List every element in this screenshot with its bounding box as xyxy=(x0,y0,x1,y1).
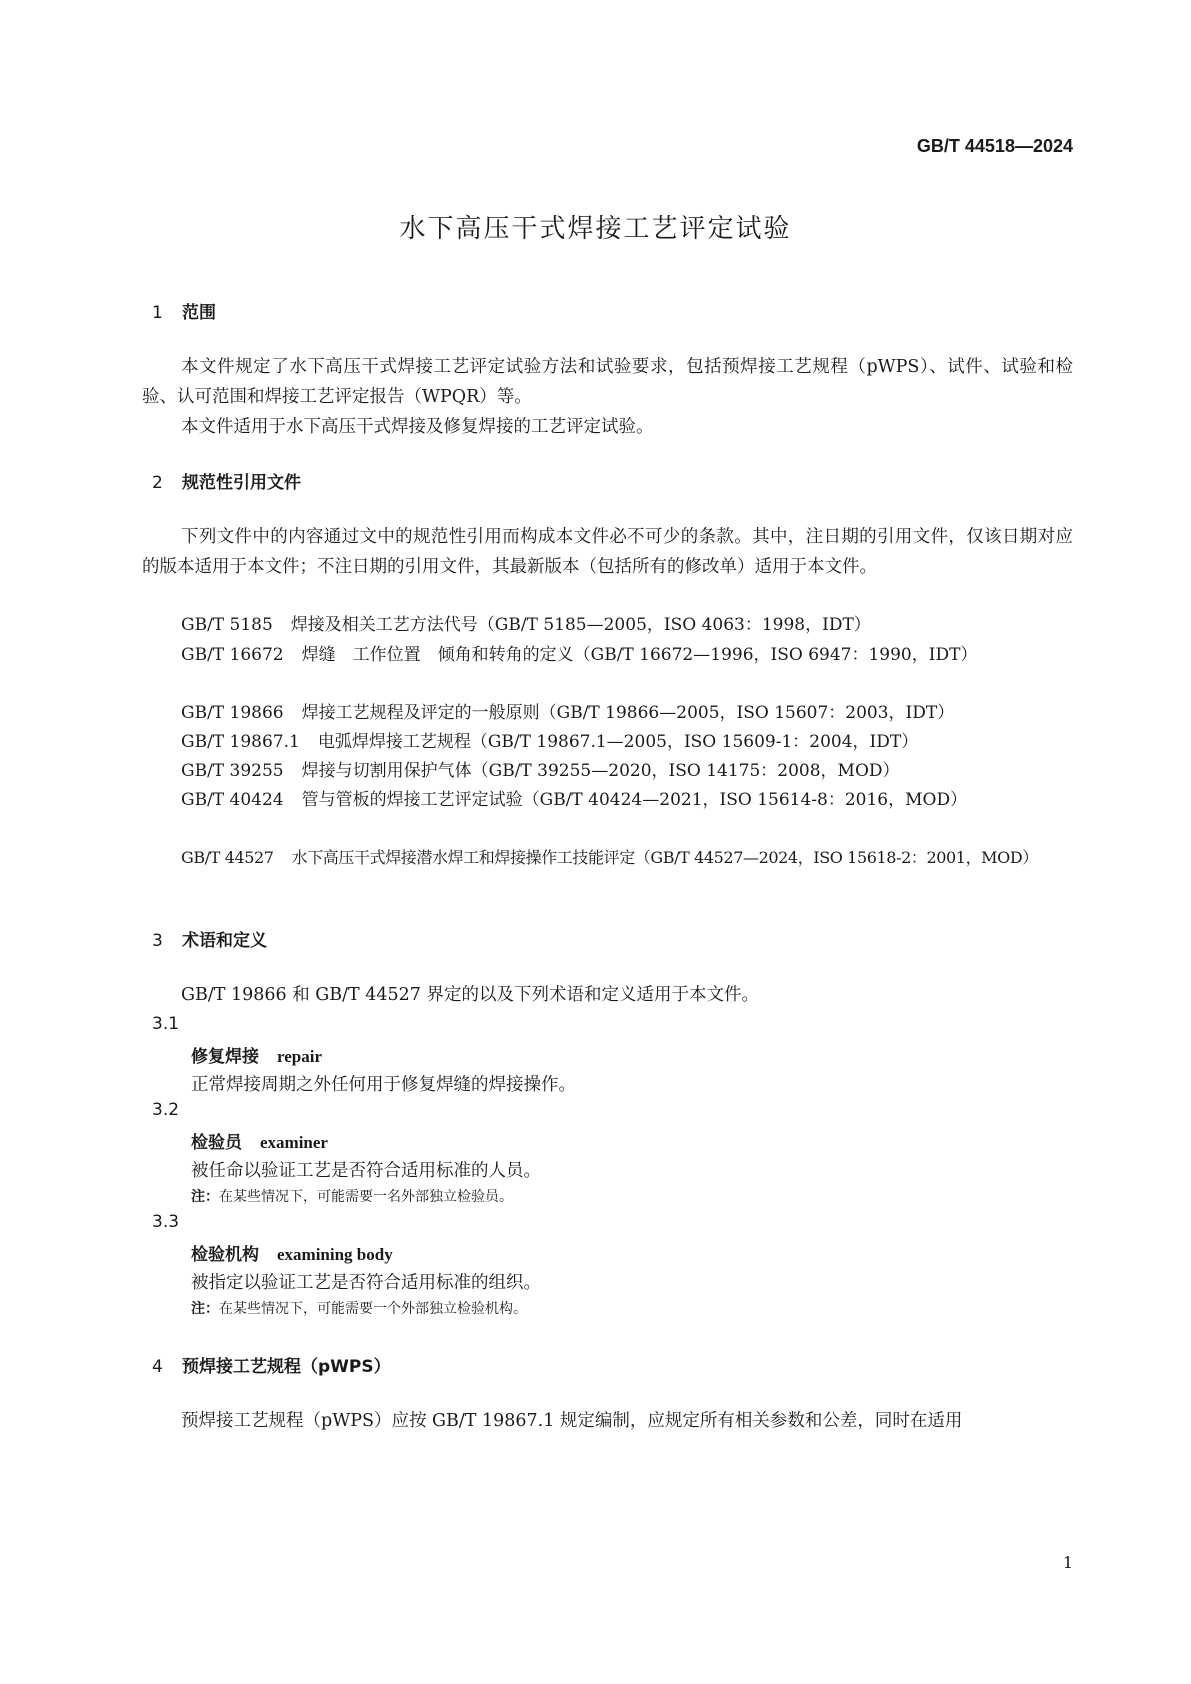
reference-item xyxy=(142,756,1073,786)
term-definition: 被任命以验证工艺是否符合适用标准的人员。 xyxy=(191,1161,541,1181)
term-name-en: examiner xyxy=(260,1133,328,1152)
reference-title: 焊接工艺规程及评定的一般原则（GB/T 19866—2005，ISO 15607：2003，IDT） xyxy=(301,703,955,723)
reference-item xyxy=(142,698,1073,728)
section-2-intro: 下列文件中的内容通过文中的规范性引用而构成本文件必不可少的条款。其中，注日期的引用文件，仅该日期对应的版本适用于本文件；不注日期的引用文件，其最新版本（包括所有的修改单）适用于本文件。 xyxy=(142,527,1073,577)
reference-title: 管与管板的焊接工艺评定试验（GB/T 40424—2021，ISO 15614-8：2016，MOD） xyxy=(301,790,968,810)
section-1-paragraph-1: 本文件规定了水下高压干式焊接工艺评定试验方法和试验要求，包括预焊接工艺规程（pWPS）、试件、试验和检验、认可范围和焊接工艺评定报告（WPQR）等。 xyxy=(142,357,1073,407)
standard-number: GB/T 44518—2024 xyxy=(916,136,1073,156)
term-name xyxy=(191,1240,393,1265)
section-3-intro: GB/T 19866 和 GB/T 44527 界定的以及下列术语和定义适用于本文件。 xyxy=(181,985,759,1005)
term-name-cn: 检验机构 xyxy=(191,1245,259,1265)
reference-title: 焊接与切割用保护气体（GB/T 39255—2020，ISO 14175：2008，MOD） xyxy=(301,761,900,781)
reference-item xyxy=(142,785,1073,815)
reference-code: GB/T 44527 xyxy=(181,848,274,867)
term-note xyxy=(191,1298,527,1318)
section-2-heading xyxy=(152,468,301,493)
section-title: 规范性引用文件 xyxy=(182,473,301,493)
term-name xyxy=(191,1042,322,1067)
section-number: 4 xyxy=(152,1357,163,1377)
term-name-cn: 检验员 xyxy=(191,1133,242,1153)
reference-title: 焊接及相关工艺方法代号（GB/T 5185—2005，ISO 4063：1998，IDT） xyxy=(290,615,871,635)
section-number: 2 xyxy=(152,473,163,493)
reference-code: GB/T 19867.1 xyxy=(181,732,300,752)
section-title: 范围 xyxy=(182,303,216,323)
reference-code: GB/T 16672 xyxy=(181,645,284,665)
reference-item xyxy=(142,640,1073,670)
term-name xyxy=(191,1128,328,1153)
note-text: 在某些情况下，可能需要一个外部独立检验机构。 xyxy=(219,1301,527,1317)
section-3-heading xyxy=(152,926,267,951)
reference-code: GB/T 40424 xyxy=(181,790,284,810)
section-1-heading xyxy=(152,298,216,323)
term-definition: 正常焊接周期之外任何用于修复焊缝的焊接操作。 xyxy=(191,1075,576,1095)
term-note xyxy=(191,1186,513,1206)
note-text: 在某些情况下，可能需要一名外部独立检验员。 xyxy=(219,1189,513,1205)
section-4-paragraph-1: 预焊接工艺规程（pWPS）应按 GB/T 19867.1 规定编制，应规定所有相关参数和公差，同时在适用 xyxy=(181,1411,963,1431)
term-name-en: examining body xyxy=(277,1245,393,1264)
reference-title: 水下高压干式焊接潜水焊工和焊接操作工技能评定（GB/T 44527—2024，ISO 15618-2：2001，MOD） xyxy=(291,848,1038,867)
reference-item xyxy=(142,843,1073,873)
page-number: 1 xyxy=(1062,1553,1073,1572)
note-label: 注： xyxy=(191,1301,219,1317)
document-title: 水下高压干式焊接工艺评定试验 xyxy=(399,214,792,244)
reference-code: GB/T 39255 xyxy=(181,761,284,781)
reference-code: GB/T 5185 xyxy=(181,615,273,635)
reference-code: GB/T 19866 xyxy=(181,703,284,723)
term-number: 3.1 xyxy=(152,1014,180,1034)
section-1-paragraph-2: 本文件适用于水下高压干式焊接及修复焊接的工艺评定试验。 xyxy=(181,417,654,437)
reference-item xyxy=(142,727,1073,757)
reference-item xyxy=(142,610,1073,640)
section-number: 3 xyxy=(152,931,163,951)
term-number: 3.2 xyxy=(152,1100,180,1120)
term-name-en: repair xyxy=(277,1047,323,1066)
reference-title: 焊缝 工作位置 倾角和转角的定义（GB/T 16672—1996，ISO 6947：1990，IDT） xyxy=(301,645,978,665)
section-title: 术语和定义 xyxy=(182,931,267,951)
note-label: 注： xyxy=(191,1189,219,1205)
term-definition: 被指定以验证工艺是否符合适用标准的组织。 xyxy=(191,1273,541,1293)
term-number: 3.3 xyxy=(152,1212,180,1232)
section-4-heading xyxy=(152,1352,391,1377)
term-name-cn: 修复焊接 xyxy=(191,1047,259,1067)
reference-title: 电弧焊焊接工艺规程（GB/T 19867.1—2005，ISO 15609-1：2004，IDT） xyxy=(317,732,919,752)
section-number: 1 xyxy=(152,303,163,323)
section-title: 预焊接工艺规程（pWPS） xyxy=(182,1357,391,1377)
